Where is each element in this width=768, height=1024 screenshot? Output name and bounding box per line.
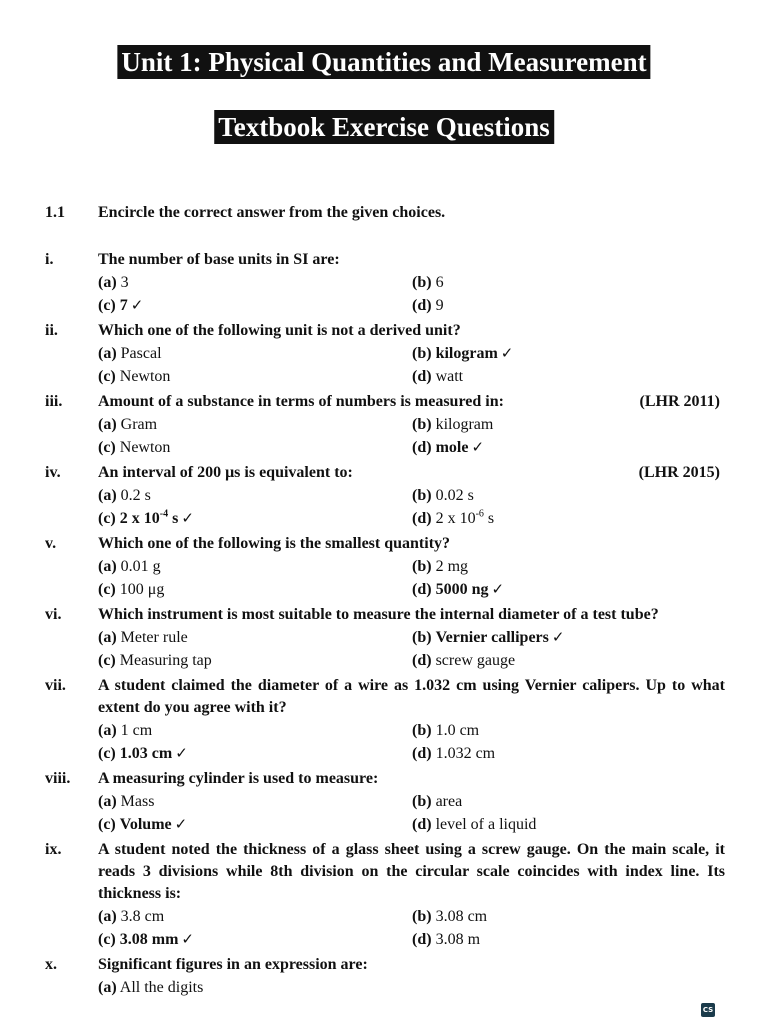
question-number: ii.: [45, 322, 58, 339]
option-exponent: -4: [159, 508, 169, 520]
section-number: 1.1: [45, 204, 65, 221]
page-title: Unit 1: Physical Quantities and Measurement: [117, 45, 650, 79]
option-value: 3.08 cm: [435, 908, 488, 925]
option-label: (b): [412, 722, 432, 739]
answer-option: [412, 649, 725, 672]
option-label: (a): [98, 558, 117, 575]
option-value: Gram: [120, 416, 158, 433]
check-icon: ✓: [174, 815, 188, 833]
question-text: A measuring cylinder is used to measure:: [98, 770, 379, 787]
check-icon: ✓: [181, 930, 194, 948]
option-label: (c): [98, 816, 116, 833]
options-grid: [45, 626, 725, 672]
option-text: [436, 931, 480, 948]
option-text: [121, 629, 188, 646]
option-value: watt: [435, 368, 464, 385]
answer-option: [98, 413, 412, 436]
option-text: [120, 368, 171, 385]
option-label: (d): [412, 510, 432, 527]
option-text: [436, 652, 516, 669]
question-text: Amount of a substance in terms of numbers is measured in:: [98, 393, 504, 410]
options-grid: [45, 719, 725, 765]
option-value: 2 x 10: [119, 510, 160, 527]
question-item: [45, 249, 725, 317]
option-label: (b): [412, 793, 432, 810]
section-instruction-text: Encircle the correct answer from the given choices.: [98, 204, 446, 221]
badge-text: CS: [702, 1006, 714, 1014]
answer-option: [98, 976, 412, 999]
check-icon: ✓: [130, 296, 144, 314]
question-text: A student claimed the diameter of a wire as 1.032 cm using Vernier calipers. Up to what extent do you agree with it?: [98, 677, 725, 716]
option-value: level of a liquid: [435, 816, 537, 833]
answer-option: [412, 484, 725, 507]
option-label: (a): [98, 979, 117, 996]
answer-option: [412, 365, 725, 388]
option-value: area: [435, 793, 463, 810]
option-text: [436, 297, 444, 314]
answer-option: [412, 507, 725, 530]
answer-option: [98, 928, 412, 951]
question-text: Which one of the following unit is not a derived unit?: [98, 322, 461, 339]
question-reference: (LHR 2015): [638, 464, 720, 481]
option-text: [120, 510, 179, 527]
question-number: x.: [45, 956, 57, 973]
check-icon: ✓: [500, 344, 514, 362]
question-header: [45, 604, 725, 626]
question-text: Significant figures in an expression are:: [98, 956, 368, 973]
option-label: (c): [98, 652, 116, 669]
answer-option: [98, 484, 412, 507]
option-value: kilogram: [435, 345, 498, 362]
option-value: 1.0 cm: [435, 722, 480, 739]
check-icon: ✓: [491, 580, 505, 598]
option-label: (a): [98, 908, 117, 925]
option-exponent: -6: [475, 508, 484, 520]
check-icon: ✓: [551, 628, 565, 646]
answer-option: [98, 271, 412, 294]
option-value: Vernier callipers: [435, 629, 549, 646]
camscanner-icon: [701, 1003, 715, 1017]
option-text: [121, 558, 161, 575]
question-number: ix.: [45, 841, 62, 858]
option-text: [436, 487, 474, 504]
option-label: (c): [98, 745, 116, 762]
option-value: 7: [119, 297, 128, 314]
options-grid: [45, 976, 725, 999]
page-subtitle: Textbook Exercise Questions: [214, 110, 554, 144]
option-text: [120, 816, 172, 833]
answer-option: [98, 790, 412, 813]
option-text: [436, 439, 469, 456]
option-value: 5000 ng: [435, 581, 489, 598]
option-label: (d): [412, 368, 432, 385]
question-header: [45, 675, 725, 719]
option-text: [436, 629, 549, 646]
option-unit: s: [483, 510, 495, 527]
answer-option: [98, 555, 412, 578]
options-grid: [45, 271, 725, 317]
option-label: (a): [98, 274, 117, 291]
option-value: Volume: [119, 816, 172, 833]
option-label: (c): [98, 439, 116, 456]
question-header: [45, 839, 725, 905]
option-text: [121, 416, 157, 433]
answer-option: [98, 626, 412, 649]
option-label: (a): [98, 722, 117, 739]
option-label: (b): [412, 345, 432, 362]
question-item: [45, 604, 725, 672]
answer-option: [412, 928, 725, 951]
option-value: 1 cm: [120, 722, 153, 739]
option-value: 3.08 m: [435, 931, 481, 948]
option-label: (b): [412, 274, 432, 291]
option-text: [121, 908, 165, 925]
answer-option: [98, 649, 412, 672]
check-icon: ✓: [175, 744, 188, 762]
option-label: (b): [412, 487, 432, 504]
option-label: (a): [98, 487, 117, 504]
answer-option: [412, 271, 725, 294]
answer-option: [412, 719, 725, 742]
option-text: [436, 816, 537, 833]
question-item: [45, 954, 725, 999]
question-header: [45, 320, 725, 342]
option-value: Pascal: [120, 345, 162, 362]
option-label: (a): [98, 629, 117, 646]
answer-option: [98, 436, 412, 459]
question-number: viii.: [45, 770, 71, 787]
question-header: [45, 533, 725, 555]
options-grid: [45, 484, 725, 530]
option-label: (d): [412, 745, 432, 762]
option-text: [436, 416, 494, 433]
option-text: [436, 558, 468, 575]
option-text: [120, 745, 172, 762]
question-number: v.: [45, 535, 57, 552]
option-value: 0.02 s: [435, 487, 474, 504]
answer-option: [98, 294, 412, 317]
answer-option: [98, 905, 412, 928]
question-number: i.: [45, 251, 54, 268]
options-grid: [45, 413, 725, 459]
options-grid: [45, 905, 725, 951]
option-label: (c): [98, 297, 116, 314]
question-text: Which instrument is most suitable to measure the internal diameter of a test tube?: [98, 606, 659, 623]
question-number: vi.: [45, 606, 62, 623]
options-grid: [45, 790, 725, 836]
answer-option: [412, 555, 725, 578]
check-icon: ✓: [471, 438, 485, 456]
option-label: (d): [412, 652, 432, 669]
option-text: [436, 581, 489, 598]
option-value: All the digits: [119, 979, 204, 996]
question-header: [45, 462, 725, 484]
option-value: Newton: [119, 439, 171, 456]
question-item: [45, 533, 725, 601]
question-text: A student noted the thickness of a glass sheet using a screw gauge. On the main scale, it reads 3 divisions while 8th division on the circular scale coincides with index line. Its thickness is:: [98, 841, 725, 902]
option-value: 9: [435, 297, 444, 314]
question-header: [45, 954, 725, 976]
option-text: [121, 722, 153, 739]
option-value: Newton: [119, 368, 171, 385]
option-value: 3.08 mm: [119, 931, 179, 948]
question-reference: (LHR 2011): [639, 393, 720, 410]
option-text: [436, 908, 488, 925]
option-value: 100 μg: [119, 581, 165, 598]
answer-option: [412, 742, 725, 765]
question-text: Which one of the following is the smallest quantity?: [98, 535, 451, 552]
option-label: (b): [412, 908, 432, 925]
answer-option: [412, 413, 725, 436]
question-header: [45, 768, 725, 790]
option-value: Mass: [120, 793, 155, 810]
question-item: [45, 839, 725, 951]
option-text: [436, 510, 495, 527]
option-value: 6: [435, 274, 444, 291]
question-header: [45, 391, 725, 413]
answer-option: [412, 626, 725, 649]
question-number: iv.: [45, 464, 61, 481]
option-value: 3: [120, 274, 129, 291]
options-grid: [45, 555, 725, 601]
option-label: (a): [98, 345, 117, 362]
answer-option: [412, 790, 725, 813]
option-label: (b): [412, 558, 432, 575]
option-label: (d): [412, 581, 432, 598]
option-text: [120, 652, 212, 669]
answer-option: [412, 578, 725, 601]
option-label: (d): [412, 931, 432, 948]
option-text: [436, 368, 464, 385]
option-label: (a): [98, 416, 117, 433]
answer-option: [98, 719, 412, 742]
option-text: [436, 722, 480, 739]
option-text: [436, 274, 444, 291]
option-text: [120, 979, 204, 996]
answer-option: [98, 365, 412, 388]
option-value: Measuring tap: [119, 652, 212, 669]
answer-option: [98, 813, 412, 836]
option-value: Meter rule: [120, 629, 188, 646]
answer-option: [412, 294, 725, 317]
question-item: [45, 391, 725, 459]
option-label: (b): [412, 416, 432, 433]
option-value: 0.01 g: [120, 558, 161, 575]
option-unit: s: [168, 510, 179, 527]
option-value: 2 mg: [435, 558, 469, 575]
question-item: [45, 675, 725, 765]
question-text: An interval of 200 μs is equivalent to:: [98, 464, 353, 481]
option-label: (c): [98, 510, 116, 527]
option-label: (c): [98, 368, 116, 385]
option-text: [120, 297, 128, 314]
question-item: [45, 320, 725, 388]
answer-option: [412, 905, 725, 928]
options-grid: [45, 342, 725, 388]
option-label: (c): [98, 931, 116, 948]
answer-option: [412, 342, 725, 365]
option-value: 2 x 10: [435, 510, 476, 527]
question-text: The number of base units in SI are:: [98, 251, 340, 268]
answer-option: [98, 578, 412, 601]
question-header: [45, 249, 725, 271]
option-label: (d): [412, 297, 432, 314]
answer-option: [412, 436, 725, 459]
question-list: [45, 249, 725, 1002]
option-text: [120, 439, 171, 456]
check-icon: ✓: [181, 509, 194, 527]
answer-option: [98, 507, 412, 530]
option-label: (b): [412, 629, 432, 646]
question-number: vii.: [45, 677, 66, 694]
question-item: [45, 462, 725, 530]
option-text: [436, 345, 498, 362]
option-text: [121, 793, 155, 810]
option-text: [121, 274, 129, 291]
option-text: [120, 581, 165, 598]
option-text: [121, 345, 162, 362]
option-label: (c): [98, 581, 116, 598]
option-label: (d): [412, 816, 432, 833]
answer-option: [98, 742, 412, 765]
option-text: [120, 931, 179, 948]
option-text: [436, 793, 463, 810]
option-value: 3.8 cm: [120, 908, 165, 925]
option-value: mole: [435, 439, 469, 456]
option-value: 0.2 s: [120, 487, 151, 504]
option-value: screw gauge: [435, 652, 516, 669]
option-value: 1.032 cm: [435, 745, 496, 762]
option-label: (d): [412, 439, 432, 456]
option-value: kilogram: [435, 416, 494, 433]
option-text: [121, 487, 151, 504]
option-value: 1.03 cm: [119, 745, 173, 762]
question-item: [45, 768, 725, 836]
answer-option: [412, 813, 725, 836]
option-text: [436, 745, 496, 762]
question-number: iii.: [45, 393, 63, 410]
option-label: (a): [98, 793, 117, 810]
answer-option: [98, 342, 412, 365]
